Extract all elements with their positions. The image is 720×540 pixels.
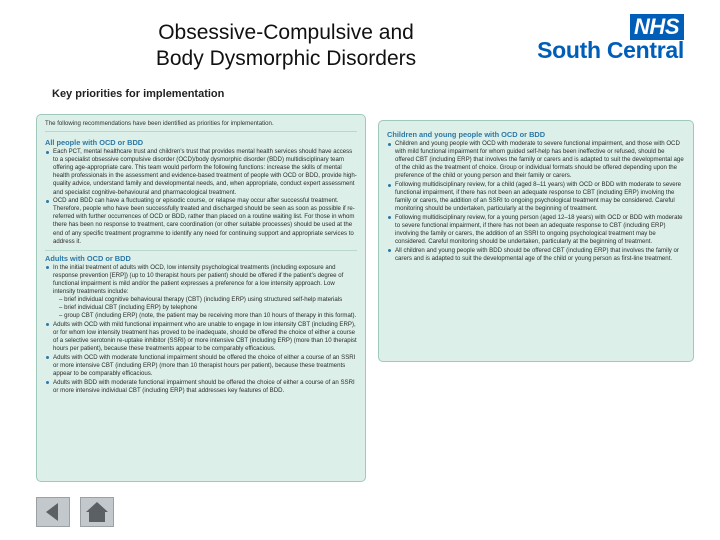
slide-title-line-1: Obsessive-Compulsive and — [158, 21, 414, 44]
list-item: OCD and BDD can have a fluctuating or episodic course, or relapse may occur after successful treatment. Therefore, people who have been successfully treated and discharged should be seen as soon as possible if re-referred with further occurrences of OCD or BDD, rather than placed on a routine waiting list. For those in whom there has been no response to treatment, care coordination (or other suitable processes) should be used at the end of any specific treatment programme to identify any need for continuing support and appropriate services to address it. — [45, 197, 357, 246]
left-panel — [36, 114, 366, 482]
sub-list-item: – brief individual cognitive behavioural therapy (CBT) (including ERP) using structured self-help materials — [59, 296, 343, 304]
back-button[interactable] — [36, 497, 70, 527]
home-icon — [81, 498, 113, 526]
intro-text: The following recommendations have been identified as priorities for implementation. — [45, 120, 357, 132]
list-item: Following multidisciplinary review, for a young person (aged 12–18 years) with OCD or BDD with moderate to severe functional impairment, if there has not been an adequate response to CBT (including ERP) involving the family or carers, the addition of an SSRI to ongoing psychological treatment may be considered. Careful monitoring should be undertaken, particularly at the beginning of treatment. — [387, 214, 685, 246]
section-title-all-people: All people with OCD or BDD — [45, 138, 144, 148]
home-button[interactable] — [80, 497, 114, 527]
section-title-adults: Adults with OCD or BDD — [45, 253, 131, 263]
list-item: Adults with OCD with mild functional impairment who are unable to engage in low intensity CBT (including ERP), or for whom low intensity treatment has proved to be inadequate, should be offered the choice of either a course of a selective serotonin re-uptake inhibitor (SSRI) or more intensive CBT (including ERP) (more than 10 therapist hours per patient), because these treatments appear to be comparably efficacious. — [45, 321, 357, 353]
sub-list-item: – brief individual CBT (including ERP) by telephone — [59, 304, 198, 312]
section-list-all-people — [45, 148, 357, 246]
list-item: Adults with OCD with moderate functional impairment should be offered the choice of either a course of an SSRI or more intensive CBT (including ERP) (more than 10 therapist hours per patient), because these treatments appear to be comparably efficacious. — [45, 354, 357, 378]
slide-title — [126, 20, 446, 72]
nhs-logo — [536, 14, 686, 62]
list-item: Children and young people with OCD with moderate to severe functional impairment, and those with OCD with mild functional impairment for whom guided self-help has been ineffective or refused, should be offered CBT (including ERP) that involves the family or carers and is adapted to suit the developmental age of the child as the treatment of choice. Group or individual formats should be offered depending upon the preference of the child or young person and their family or carers. — [387, 140, 685, 180]
list-item: Following multidisciplinary review, for a child (aged 8–11 years) with OCD or BDD with moderate to severe functional impairment, if there has not been an adequate response to CBT (including ERP) involving the family or carers, the addition of an SSRI to ongoing psychological treatment may be considered. Careful monitoring should be undertaken, particularly at the beginning of treatment. — [387, 181, 685, 213]
sub-list — [53, 296, 357, 320]
section-title-children: Children and young people with OCD or BDD — [387, 130, 546, 139]
list-item: All children and young people with BDD should be offered CBT (including ERP) that involves the family or carers and is adapted to suit the developmental age of the child or young person as first-line treatment. — [387, 247, 685, 263]
list-item-text: In the initial treatment of adults with OCD, low intensity psychological treatments (including exposure and response prevention [ERP]) (up to 10 therapist hours per patient) should be offered if the patient's degree of functional impairment is mild and/or the patient expresses a preference for a low intensity approach. Low intensity treatments include: — [53, 263, 344, 295]
sub-list-item: – group CBT (including ERP) (note, the patient may be receiving more than 10 hours of therapy in this format). — [59, 312, 357, 320]
list-item: Adults with BDD with moderate functional impairment should be offered the choice of either a course of an SSRI or more intensive individual CBT (including ERP) that addresses key features of BDD. — [45, 379, 357, 395]
doc-heading: Key priorities for implementation — [52, 88, 225, 100]
nhs-logo-region: South Central — [537, 37, 684, 63]
nhs-logo-mark: NHS — [630, 14, 684, 40]
section-list-children — [387, 140, 685, 263]
divider — [45, 250, 357, 251]
list-item: Each PCT, mental healthcare trust and children's trust that provides mental health services should have access to a specialist obsessive compulsive disorder (OCD)/body dysmorphic disorder (BDD) multidisciplinary team offering age-appropriate care. This team would perform the following functions: increase the skills of mental health professionals in the assessment and evidence-based treatment of people with OCD or BDD, provide high-quality advice, understand family and developmental needs, and, when appropriate, conduct expert assessment and specialist cognitive-behavioural and pharmacological treatment. — [45, 148, 357, 197]
section-list-adults — [45, 264, 357, 395]
right-panel — [378, 120, 694, 362]
list-item — [45, 264, 357, 321]
slide-title-line-2: Body Dysmorphic Disorders — [155, 47, 417, 70]
back-arrow-icon — [37, 498, 69, 526]
